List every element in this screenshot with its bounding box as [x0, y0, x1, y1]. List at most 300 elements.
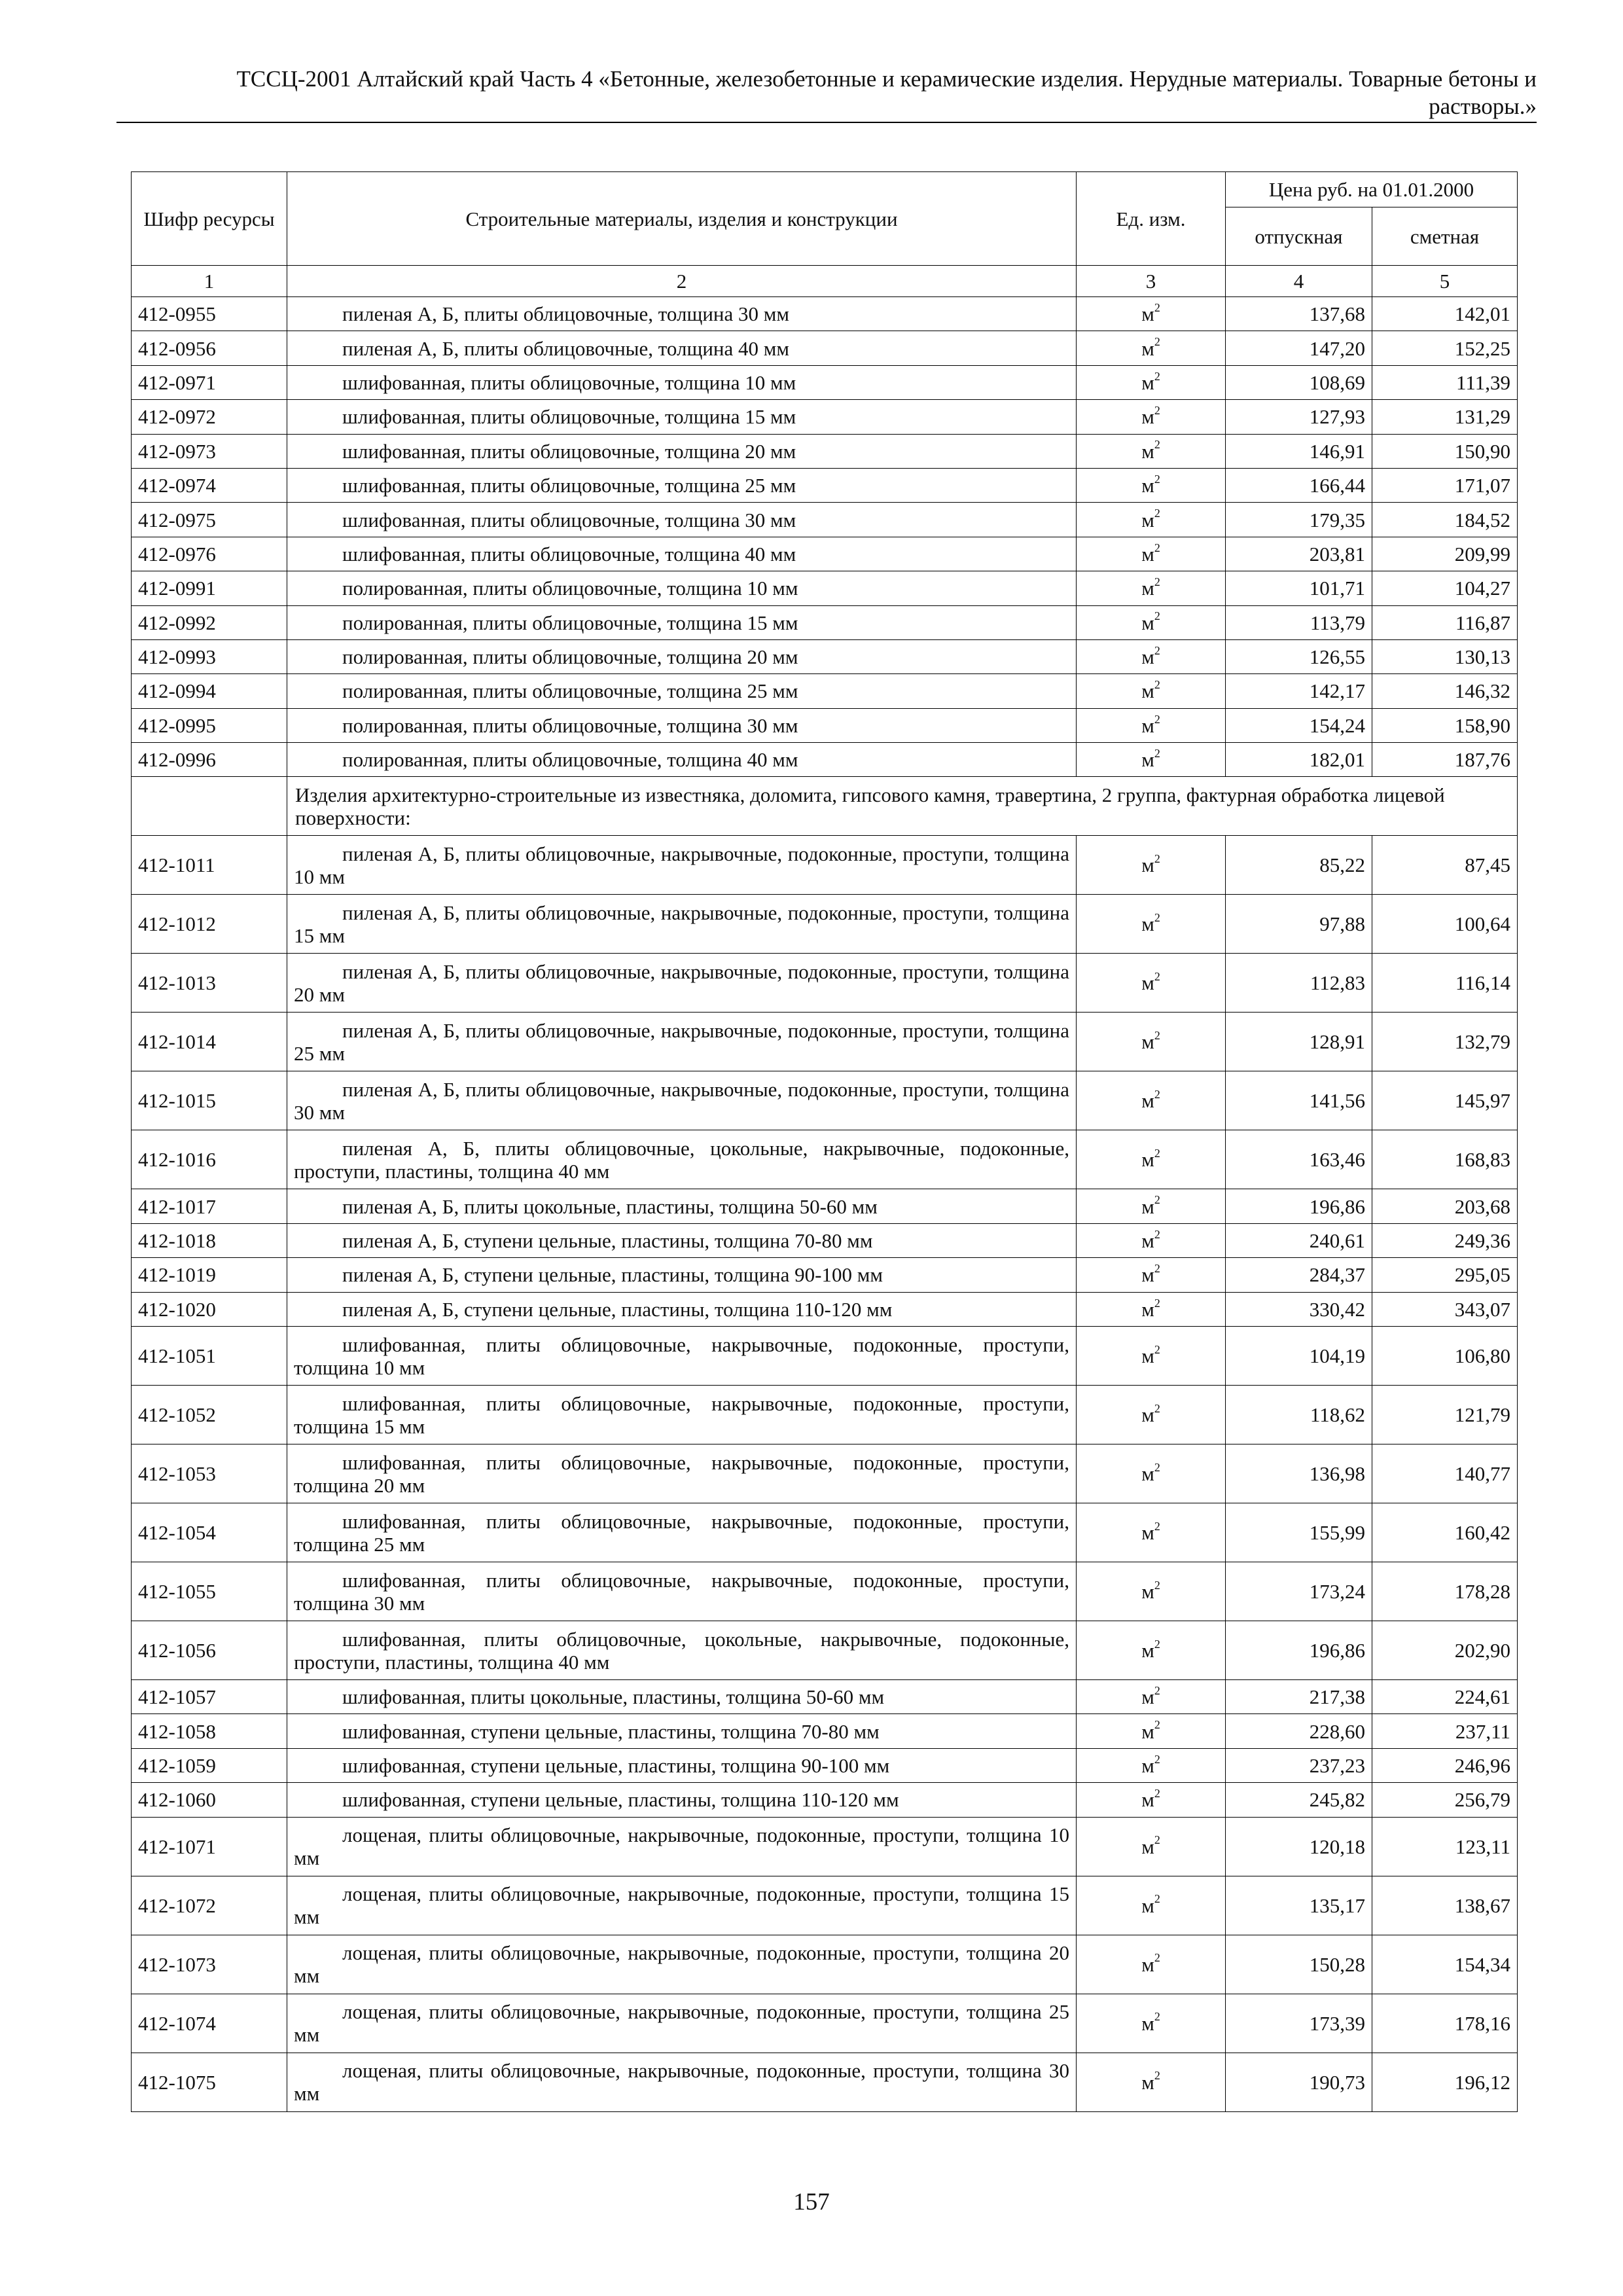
column-number: 3 — [1077, 266, 1226, 297]
unit-cell — [1077, 1994, 1226, 2053]
release-price: 118,62 — [1226, 1386, 1372, 1444]
material-name: шлифованная, плиты облицовочные, накрывочные, подоконные, проступи, толщина 30 мм — [287, 1562, 1077, 1621]
resource-code: 412-1071 — [132, 1817, 287, 1876]
column-header-estimate-price: сметная — [1372, 207, 1518, 266]
unit-base: м — [1141, 1521, 1154, 1545]
release-price: 179,35 — [1226, 503, 1372, 537]
resource-code: 412-0996 — [132, 743, 287, 777]
estimate-price: 111,39 — [1372, 365, 1518, 399]
unit-base: м — [1141, 474, 1154, 497]
unit-cell — [1077, 954, 1226, 1013]
resource-code: 412-1059 — [132, 1748, 287, 1782]
unit-base: м — [1141, 645, 1154, 669]
running-header-line-2: растворы.» — [1429, 94, 1537, 119]
release-price: 182,01 — [1226, 743, 1372, 777]
estimate-price: 184,52 — [1372, 503, 1518, 537]
unit-exponent: 2 — [1154, 1342, 1160, 1356]
column-number: 1 — [132, 266, 287, 297]
unit-cell — [1077, 1714, 1226, 1748]
unit-base: м — [1141, 542, 1154, 565]
resource-code: 412-1052 — [132, 1386, 287, 1444]
release-price: 330,42 — [1226, 1292, 1372, 1326]
unit-cell — [1077, 1783, 1226, 1817]
material-name: пиленая А, Б, плиты облицовочные, накрывочные, подоконные, проступи, толщина 25 мм — [287, 1013, 1077, 1071]
material-name: шлифованная, плиты облицовочные, толщина 40 мм — [287, 537, 1077, 571]
release-price: 154,24 — [1226, 708, 1372, 742]
material-name: лощеная, плиты облицовочные, накрывочные, подоконные, проступи, толщина 25 мм — [287, 1994, 1077, 2053]
column-header-code: Шифр ресурсы — [132, 172, 287, 266]
unit-cell — [1077, 571, 1226, 605]
release-price: 190,73 — [1226, 2053, 1372, 2111]
unit-cell — [1077, 1327, 1226, 1386]
unit-exponent: 2 — [1154, 1752, 1160, 1766]
unit-cell — [1077, 836, 1226, 895]
material-name: шлифованная, плиты облицовочные, накрывочные, подоконные, проступи, толщина 25 мм — [287, 1503, 1077, 1562]
material-name: полированная, плиты облицовочные, толщина 10 мм — [287, 571, 1077, 605]
unit-base: м — [1141, 1685, 1154, 1709]
table-row — [132, 1876, 1518, 1935]
estimate-price: 116,14 — [1372, 954, 1518, 1013]
resource-code: 412-1055 — [132, 1562, 287, 1621]
section-heading-spacer — [132, 777, 287, 836]
unit-exponent: 2 — [1154, 1262, 1160, 1276]
unit-exponent: 2 — [1154, 678, 1160, 692]
unit-cell — [1077, 331, 1226, 365]
release-price: 163,46 — [1226, 1130, 1372, 1189]
unit-base: м — [1141, 611, 1154, 634]
unit-cell — [1077, 605, 1226, 639]
unit-exponent: 2 — [1154, 1787, 1160, 1801]
unit-cell — [1077, 1748, 1226, 1782]
release-price: 237,23 — [1226, 1748, 1372, 1782]
table-row — [132, 1714, 1518, 1748]
unit-cell — [1077, 1223, 1226, 1257]
resource-code: 412-1013 — [132, 954, 287, 1013]
release-price: 217,38 — [1226, 1680, 1372, 1714]
resource-code: 412-1058 — [132, 1714, 287, 1748]
release-price: 142,17 — [1226, 674, 1372, 708]
material-name: пиленая А, Б, ступени цельные, пластины, толщина 70-80 мм — [287, 1223, 1077, 1257]
unit-cell — [1077, 365, 1226, 399]
unit-base: м — [1141, 1462, 1154, 1486]
resource-code: 412-1060 — [132, 1783, 287, 1817]
material-name: шлифованная, ступени цельные, пластины, толщина 110-120 мм — [287, 1783, 1077, 1817]
resource-code: 412-0972 — [132, 400, 287, 434]
resource-code: 412-1016 — [132, 1130, 287, 1189]
material-name: шлифованная, ступени цельные, пластины, толщина 90-100 мм — [287, 1748, 1077, 1782]
material-name: шлифованная, плиты облицовочные, накрывочные, подоконные, проступи, толщина 10 мм — [287, 1327, 1077, 1386]
estimate-price: 142,01 — [1372, 297, 1518, 331]
unit-cell — [1077, 1817, 1226, 1876]
resource-code: 412-0976 — [132, 537, 287, 571]
running-header — [116, 65, 1537, 120]
unit-exponent: 2 — [1154, 1637, 1160, 1651]
material-name: полированная, плиты облицовочные, толщина 40 мм — [287, 743, 1077, 777]
unit-base: м — [1141, 1229, 1154, 1253]
unit-cell — [1077, 468, 1226, 502]
material-name: шлифованная, плиты облицовочные, накрывочные, подоконные, проступи, толщина 15 мм — [287, 1386, 1077, 1444]
estimate-price: 132,79 — [1372, 1013, 1518, 1071]
resource-code: 412-0993 — [132, 639, 287, 673]
material-name: пиленая А, Б, плиты облицовочные, толщина 40 мм — [287, 331, 1077, 365]
unit-base: м — [1141, 1754, 1154, 1777]
unit-exponent: 2 — [1154, 2069, 1160, 2083]
unit-cell — [1077, 1189, 1226, 1223]
unit-exponent: 2 — [1154, 1718, 1160, 1732]
unit-exponent: 2 — [1154, 438, 1160, 452]
release-price: 196,86 — [1226, 1189, 1372, 1223]
material-name: пиленая А, Б, плиты цокольные, пластины, толщина 50-60 мм — [287, 1189, 1077, 1223]
table-row — [132, 331, 1518, 365]
material-name: пиленая А, Б, плиты облицовочные, цокольные, накрывочные, подоконные, проступи, пластины, толщина 40 мм — [287, 1130, 1077, 1189]
table-row — [132, 297, 1518, 331]
unit-cell — [1077, 1935, 1226, 1994]
estimate-price: 203,68 — [1372, 1189, 1518, 1223]
column-header-name: Строительные материалы, изделия и конструкции — [287, 172, 1077, 266]
section-heading-row — [132, 777, 1518, 836]
resource-code: 412-1072 — [132, 1876, 287, 1935]
unit-cell — [1077, 743, 1226, 777]
estimate-price: 138,67 — [1372, 1876, 1518, 1935]
unit-cell — [1077, 1562, 1226, 1621]
resource-code: 412-1056 — [132, 1621, 287, 1680]
price-table — [131, 171, 1518, 2112]
table-row — [132, 571, 1518, 605]
resource-code: 412-0992 — [132, 605, 287, 639]
unit-base: м — [1141, 1719, 1154, 1743]
release-price: 196,86 — [1226, 1621, 1372, 1680]
resource-code: 412-0991 — [132, 571, 287, 605]
column-number: 4 — [1226, 266, 1372, 297]
release-price: 203,81 — [1226, 537, 1372, 571]
unit-base: м — [1141, 577, 1154, 600]
release-price: 97,88 — [1226, 895, 1372, 954]
table-row — [132, 1223, 1518, 1257]
estimate-price: 106,80 — [1372, 1327, 1518, 1386]
material-name: полированная, плиты облицовочные, толщина 30 мм — [287, 708, 1077, 742]
resource-code: 412-1074 — [132, 1994, 287, 2053]
resource-code: 412-1075 — [132, 2053, 287, 2111]
unit-exponent: 2 — [1154, 575, 1160, 588]
table-row — [132, 1935, 1518, 1994]
resource-code: 412-0974 — [132, 468, 287, 502]
unit-base: м — [1141, 679, 1154, 703]
material-name: лощеная, плиты облицовочные, накрывочные, подоконные, проступи, толщина 30 мм — [287, 2053, 1077, 2111]
material-name: шлифованная, плиты облицовочные, толщина 15 мм — [287, 400, 1077, 434]
release-price: 108,69 — [1226, 365, 1372, 399]
table-row — [132, 434, 1518, 468]
material-name: полированная, плиты облицовочные, толщина 20 мм — [287, 639, 1077, 673]
table-row — [132, 1327, 1518, 1386]
unit-exponent: 2 — [1154, 2010, 1160, 2024]
table-row — [132, 1503, 1518, 1562]
resource-code: 412-1019 — [132, 1258, 287, 1292]
unit-base: м — [1141, 748, 1154, 772]
table-row — [132, 895, 1518, 954]
estimate-price: 160,42 — [1372, 1503, 1518, 1562]
estimate-price: 256,79 — [1372, 1783, 1518, 1817]
unit-exponent: 2 — [1154, 541, 1160, 554]
release-price: 141,56 — [1226, 1071, 1372, 1130]
resource-code: 412-0973 — [132, 434, 287, 468]
resource-code: 412-0971 — [132, 365, 287, 399]
material-name: пиленая А, Б, плиты облицовочные, толщина 30 мм — [287, 297, 1077, 331]
resource-code: 412-1011 — [132, 836, 287, 895]
estimate-price: 237,11 — [1372, 1714, 1518, 1748]
unit-cell — [1077, 1130, 1226, 1189]
estimate-price: 178,28 — [1372, 1562, 1518, 1621]
resource-code: 412-1051 — [132, 1327, 287, 1386]
table-row — [132, 2053, 1518, 2111]
unit-exponent: 2 — [1154, 335, 1160, 349]
unit-cell — [1077, 895, 1226, 954]
material-name: пиленая А, Б, плиты облицовочные, накрывочные, подоконные, проступи, толщина 20 мм — [287, 954, 1077, 1013]
unit-base: м — [1141, 1148, 1154, 1172]
unit-base: м — [1141, 1639, 1154, 1662]
release-price: 137,68 — [1226, 297, 1372, 331]
estimate-price: 152,25 — [1372, 331, 1518, 365]
resource-code: 412-0994 — [132, 674, 287, 708]
resource-code: 412-1020 — [132, 1292, 287, 1326]
unit-exponent: 2 — [1154, 746, 1160, 760]
release-price: 104,19 — [1226, 1327, 1372, 1386]
material-name: лощеная, плиты облицовочные, накрывочные, подоконные, проступи, толщина 15 мм — [287, 1876, 1077, 1935]
unit-base: м — [1141, 2011, 1154, 2035]
table-row — [132, 1748, 1518, 1782]
unit-cell — [1077, 503, 1226, 537]
unit-cell — [1077, 1258, 1226, 1292]
unit-base: м — [1141, 405, 1154, 429]
estimate-price: 116,87 — [1372, 605, 1518, 639]
unit-exponent: 2 — [1154, 369, 1160, 383]
resource-code: 412-1057 — [132, 1680, 287, 1714]
unit-exponent: 2 — [1154, 1892, 1160, 1906]
release-price: 166,44 — [1226, 468, 1372, 502]
resource-code: 412-1012 — [132, 895, 287, 954]
estimate-price: 187,76 — [1372, 743, 1518, 777]
resource-code: 412-1015 — [132, 1071, 287, 1130]
estimate-price: 224,61 — [1372, 1680, 1518, 1714]
estimate-price: 131,29 — [1372, 400, 1518, 434]
resource-code: 412-0995 — [132, 708, 287, 742]
column-number: 2 — [287, 266, 1077, 297]
unit-exponent: 2 — [1154, 1147, 1160, 1160]
unit-cell — [1077, 537, 1226, 571]
estimate-price: 249,36 — [1372, 1223, 1518, 1257]
table-body-group-2 — [132, 836, 1518, 2111]
unit-cell — [1077, 1503, 1226, 1562]
unit-cell — [1077, 1013, 1226, 1071]
release-price: 147,20 — [1226, 331, 1372, 365]
resource-code: 412-0975 — [132, 503, 287, 537]
unit-base: м — [1141, 912, 1154, 936]
resource-code: 412-0955 — [132, 297, 287, 331]
table-row — [132, 1292, 1518, 1326]
estimate-price: 104,27 — [1372, 571, 1518, 605]
table-row — [132, 537, 1518, 571]
resource-code: 412-0956 — [132, 331, 287, 365]
unit-base: м — [1141, 1403, 1154, 1427]
unit-cell — [1077, 1386, 1226, 1444]
estimate-price: 178,16 — [1372, 1994, 1518, 2053]
release-price: 101,71 — [1226, 571, 1372, 605]
table-row — [132, 1258, 1518, 1292]
table-row — [132, 365, 1518, 399]
unit-cell — [1077, 297, 1226, 331]
unit-base: м — [1141, 508, 1154, 531]
unit-base: м — [1141, 302, 1154, 326]
unit-exponent: 2 — [1154, 1519, 1160, 1533]
material-name: пиленая А, Б, ступени цельные, пластины, толщина 110-120 мм — [287, 1292, 1077, 1326]
table-row — [132, 1130, 1518, 1189]
table-row — [132, 1189, 1518, 1223]
table-header-row — [132, 172, 1518, 207]
estimate-price: 168,83 — [1372, 1130, 1518, 1189]
table-row — [132, 605, 1518, 639]
unit-base: м — [1141, 1580, 1154, 1604]
unit-base: м — [1141, 1788, 1154, 1812]
estimate-price: 158,90 — [1372, 708, 1518, 742]
estimate-price: 202,90 — [1372, 1621, 1518, 1680]
table-row — [132, 1994, 1518, 2053]
unit-cell — [1077, 434, 1226, 468]
unit-base: м — [1141, 1952, 1154, 1976]
column-header-unit: Ед. изм. — [1077, 172, 1226, 266]
release-price: 173,24 — [1226, 1562, 1372, 1621]
release-price: 135,17 — [1226, 1876, 1372, 1935]
unit-cell — [1077, 1292, 1226, 1326]
estimate-price: 171,07 — [1372, 468, 1518, 502]
unit-base: м — [1141, 971, 1154, 995]
resource-code: 412-1014 — [132, 1013, 287, 1071]
estimate-price: 123,11 — [1372, 1817, 1518, 1876]
section-heading: Изделия архитектурно-строительные из известняка, доломита, гипсового камня, травертина, 2 группа, фактурная обработка лицевой поверхности: — [287, 777, 1518, 836]
table-row — [132, 1444, 1518, 1503]
release-price: 113,79 — [1226, 605, 1372, 639]
table-row — [132, 1817, 1518, 1876]
estimate-price: 146,32 — [1372, 674, 1518, 708]
material-name: пиленая А, Б, ступени цельные, пластины, толщина 90-100 мм — [287, 1258, 1077, 1292]
material-name: пиленая А, Б, плиты облицовочные, накрывочные, подоконные, проступи, толщина 30 мм — [287, 1071, 1077, 1130]
unit-exponent: 2 — [1154, 1227, 1160, 1241]
unit-exponent: 2 — [1154, 300, 1160, 314]
material-name: полированная, плиты облицовочные, толщина 15 мм — [287, 605, 1077, 639]
resource-code: 412-1073 — [132, 1935, 287, 1994]
column-header-release-price: отпускная — [1226, 207, 1372, 266]
resource-code: 412-1018 — [132, 1223, 287, 1257]
header-rule — [116, 122, 1537, 123]
unit-exponent: 2 — [1154, 643, 1160, 657]
unit-base: м — [1141, 370, 1154, 394]
table-row — [132, 1386, 1518, 1444]
table-row — [132, 503, 1518, 537]
table-row — [132, 400, 1518, 434]
table-row — [132, 468, 1518, 502]
unit-exponent: 2 — [1154, 404, 1160, 418]
unit-cell — [1077, 708, 1226, 742]
estimate-price: 246,96 — [1372, 1748, 1518, 1782]
unit-exponent: 2 — [1154, 1296, 1160, 1310]
resource-code: 412-1017 — [132, 1189, 287, 1223]
table-row — [132, 1071, 1518, 1130]
table-row — [132, 743, 1518, 777]
material-name: шлифованная, плиты облицовочные, толщина 20 мм — [287, 434, 1077, 468]
release-price: 146,91 — [1226, 434, 1372, 468]
column-number-row — [132, 266, 1518, 297]
release-price: 173,39 — [1226, 1994, 1372, 2053]
estimate-price: 87,45 — [1372, 836, 1518, 895]
resource-code: 412-1054 — [132, 1503, 287, 1562]
unit-cell — [1077, 2053, 1226, 2111]
unit-base: м — [1141, 1030, 1154, 1054]
material-name: шлифованная, плиты облицовочные, толщина 10 мм — [287, 365, 1077, 399]
column-number: 5 — [1372, 266, 1518, 297]
unit-exponent: 2 — [1154, 609, 1160, 623]
unit-cell — [1077, 400, 1226, 434]
estimate-price: 140,77 — [1372, 1444, 1518, 1503]
unit-exponent: 2 — [1154, 472, 1160, 486]
table-row — [132, 836, 1518, 895]
estimate-price: 121,79 — [1372, 1386, 1518, 1444]
release-price: 228,60 — [1226, 1714, 1372, 1748]
table-row — [132, 1013, 1518, 1071]
unit-cell — [1077, 1680, 1226, 1714]
release-price: 136,98 — [1226, 1444, 1372, 1503]
unit-base: м — [1141, 1089, 1154, 1113]
unit-base: м — [1141, 1297, 1154, 1321]
unit-base: м — [1141, 853, 1154, 877]
estimate-price: 145,97 — [1372, 1071, 1518, 1130]
unit-cell — [1077, 1621, 1226, 1680]
unit-exponent: 2 — [1154, 1578, 1160, 1592]
unit-base: м — [1141, 2070, 1154, 2094]
table-row — [132, 674, 1518, 708]
material-name: полированная, плиты облицовочные, толщина 25 мм — [287, 674, 1077, 708]
material-name: шлифованная, плиты цокольные, пластины, толщина 50-60 мм — [287, 1680, 1077, 1714]
table-section — [132, 777, 1518, 836]
table-row — [132, 1783, 1518, 1817]
table-row — [132, 1621, 1518, 1680]
unit-base: м — [1141, 1835, 1154, 1858]
running-header-line-1: ТССЦ-2001 Алтайский край Часть 4 «Бетонные, железобетонные и керамические изделия. Нерудные материалы. Товарные бетоны и — [236, 66, 1537, 92]
unit-exponent: 2 — [1154, 1683, 1160, 1697]
unit-cell — [1077, 1876, 1226, 1935]
unit-cell — [1077, 674, 1226, 708]
release-price: 128,91 — [1226, 1013, 1372, 1071]
material-name: шлифованная, плиты облицовочные, цокольные, накрывочные, подоконные, проступи, пластины, толщина 40 мм — [287, 1621, 1077, 1680]
unit-exponent: 2 — [1154, 1029, 1160, 1043]
unit-base: м — [1141, 1893, 1154, 1917]
release-price: 155,99 — [1226, 1503, 1372, 1562]
estimate-price: 209,99 — [1372, 537, 1518, 571]
material-name: лощеная, плиты облицовочные, накрывочные, подоконные, проступи, толщина 10 мм — [287, 1817, 1077, 1876]
resource-code: 412-1053 — [132, 1444, 287, 1503]
unit-cell — [1077, 1444, 1226, 1503]
release-price: 284,37 — [1226, 1258, 1372, 1292]
release-price: 85,22 — [1226, 836, 1372, 895]
estimate-price: 154,34 — [1372, 1935, 1518, 1994]
estimate-price: 100,64 — [1372, 895, 1518, 954]
unit-base: м — [1141, 1344, 1154, 1368]
material-name: пиленая А, Б, плиты облицовочные, накрывочные, подоконные, проступи, толщина 10 мм — [287, 836, 1077, 895]
release-price: 120,18 — [1226, 1817, 1372, 1876]
unit-exponent: 2 — [1154, 507, 1160, 520]
release-price: 245,82 — [1226, 1783, 1372, 1817]
table-body-group-1 — [132, 297, 1518, 777]
material-name: пиленая А, Б, плиты облицовочные, накрывочные, подоконные, проступи, толщина 15 мм — [287, 895, 1077, 954]
table-row — [132, 954, 1518, 1013]
unit-exponent: 2 — [1154, 1951, 1160, 1965]
